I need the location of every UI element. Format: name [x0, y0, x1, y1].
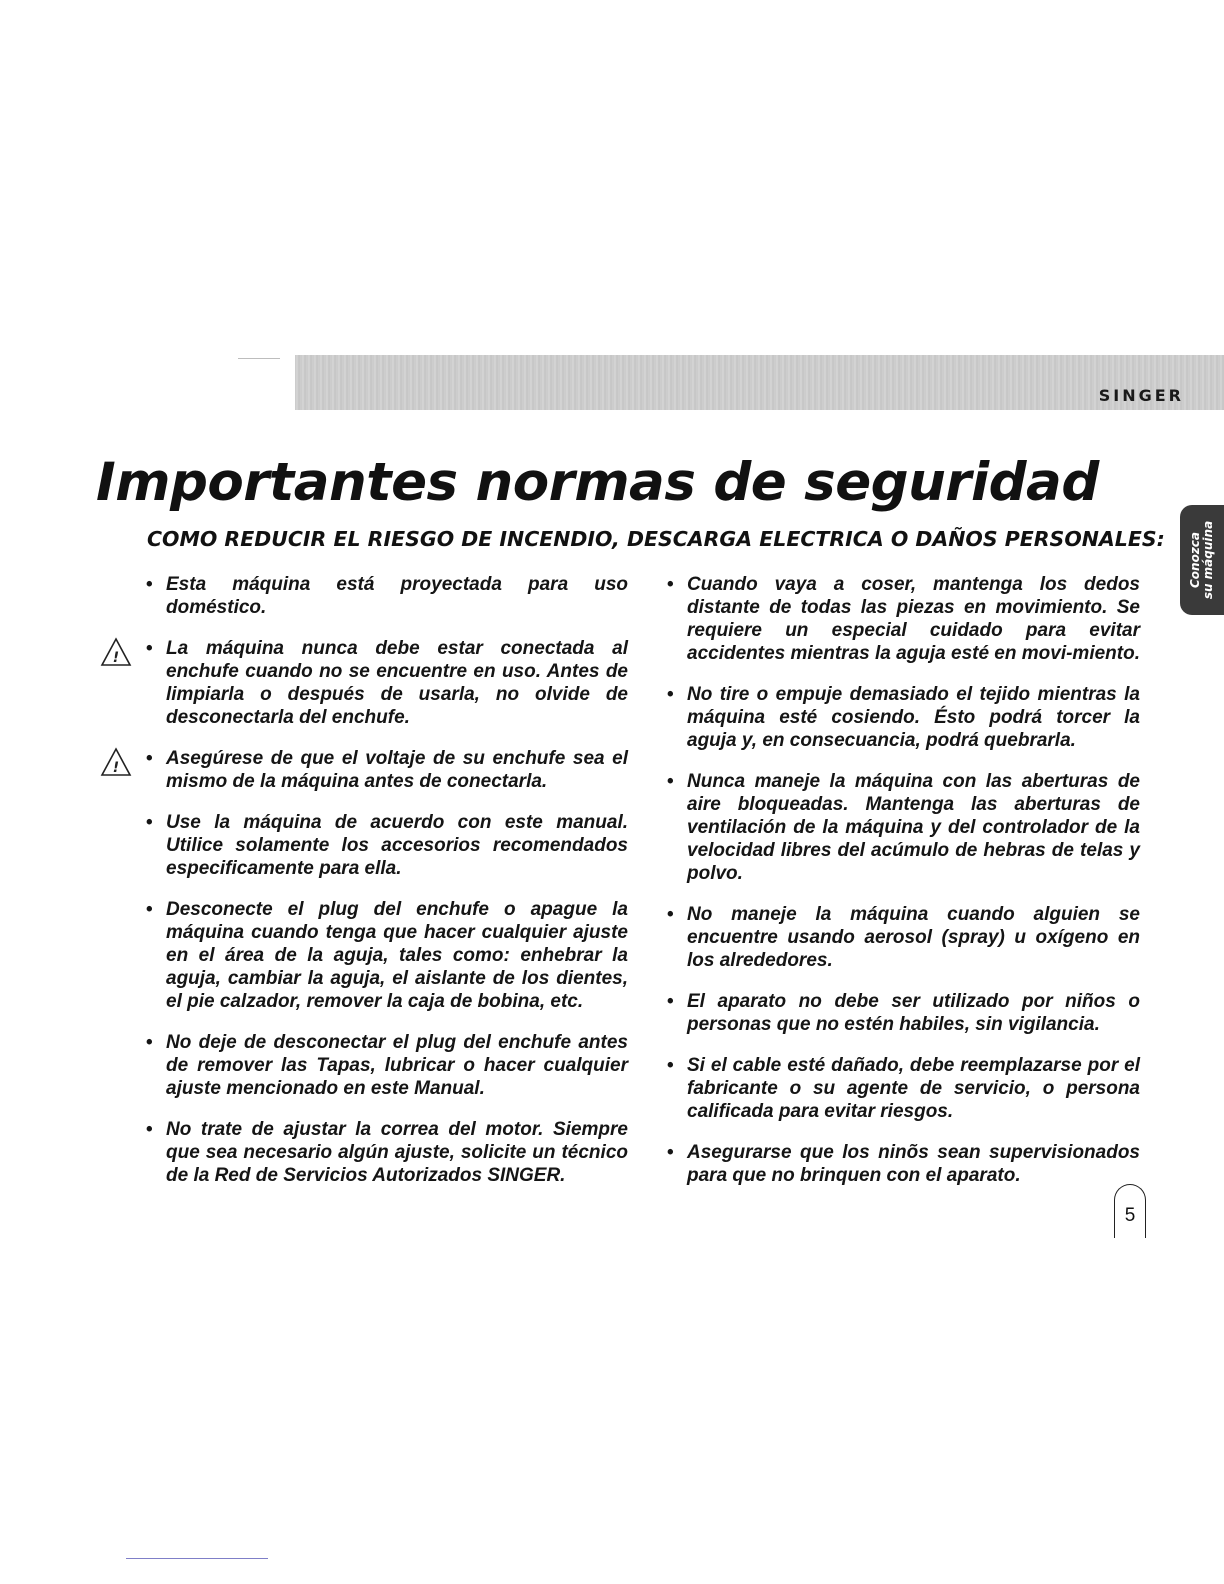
brand-logo: SINGER [1098, 386, 1184, 405]
list-item [667, 1141, 1140, 1187]
bullet-icon: • [146, 812, 153, 833]
list-item [146, 898, 628, 1013]
list-item [667, 1054, 1140, 1123]
section-tab-label [1189, 521, 1215, 599]
bullet-icon: • [667, 684, 674, 705]
right-safety-list [667, 573, 1140, 1205]
bullet-icon: • [667, 574, 674, 595]
section-tab-line2: su máquina [1201, 520, 1216, 600]
bullet-icon: • [667, 1142, 674, 1163]
header-band [295, 355, 1224, 410]
list-item-text: Esta máquina está proyectada para uso doméstico. [166, 574, 628, 618]
bullet-icon: • [146, 574, 153, 595]
list-item [146, 1031, 628, 1100]
svg-text:!: ! [112, 650, 120, 666]
bullet-icon: • [146, 638, 153, 659]
list-item-text: Cuando vaya a coser, mantenga los dedos distante de todas las piezas en movimiento. Se requiere un especial cuidado para evitar accidentes mientras la aguja esté en movi-miento. [687, 574, 1140, 664]
page-number: 5 [1114, 1184, 1146, 1238]
list-item-text: No trate de ajustar la correa del motor. Siempre que sea necesario algún ajuste, solicite un técnico de la Red de Servicios Autorizados SINGER. [166, 1119, 628, 1186]
section-tab-line1: Conozca [1188, 531, 1203, 589]
list-item [112, 747, 628, 793]
list-item [112, 637, 628, 729]
list-item-text: Nunca maneje la máquina con las aberturas de aire bloqueadas. Mantenga las aberturas de ventilación de la máquina y del controlador de la velocidad libres del acúmulo de hebras de telas y polvo. [687, 771, 1140, 884]
footer-divider [126, 1558, 268, 1559]
list-item-text: Asegurarse que los ninõs sean supervisionados para que no brinquen con el aparato. [687, 1142, 1140, 1186]
page-subtitle: COMO REDUCIR EL RIESGO DE INCENDIO, DESCARGA ELECTRICA O DAÑOS PERSONALES: [147, 527, 1165, 551]
list-item [146, 573, 628, 619]
bullet-icon: • [146, 899, 153, 920]
bullet-icon: • [146, 1119, 153, 1140]
list-item-text: Asegúrese de que el voltaje de su enchufe sea el mismo de la máquina antes de conectarla. [166, 748, 628, 792]
list-item-text: La máquina nunca debe estar conectada al enchufe cuando no se encuentre en uso. Antes de limpiarla o después de usarla, no olvide de desconectarla del enchufe. [166, 638, 628, 728]
warning-triangle-icon [100, 637, 132, 667]
bullet-icon: • [667, 771, 674, 792]
list-item-text: Use la máquina de acuerdo con este manual. Utilice solamente los accesorios recomendados especificamente para ella. [166, 812, 628, 879]
list-item [146, 811, 628, 880]
bullet-icon: • [667, 1055, 674, 1076]
list-item [667, 903, 1140, 972]
list-item [667, 683, 1140, 752]
section-tab[interactable] [1180, 505, 1224, 615]
bullet-icon: • [146, 748, 153, 769]
warning-triangle-icon [100, 747, 132, 777]
bullet-icon: • [667, 904, 674, 925]
bullet-icon: • [667, 991, 674, 1012]
list-item [667, 573, 1140, 665]
svg-text:!: ! [112, 760, 120, 776]
list-item-text: No tire o empuje demasiado el tejido mientras la máquina esté cosiendo. Ésto podrá torcer la aguja y, en consecuancia, podrá quebrarla. [687, 684, 1140, 751]
list-item [667, 990, 1140, 1036]
list-item [667, 770, 1140, 885]
list-item-text: No maneje la máquina cuando alguien se encuentre usando aerosol (spray) u oxígeno en los alrededores. [687, 904, 1140, 971]
page-title: Importantes normas de seguridad [96, 452, 1099, 513]
header-decor-line [238, 358, 280, 359]
list-item [146, 1118, 628, 1187]
list-item-text: Si el cable esté dañado, debe reemplazarse por el fabricante o su agente de servicio, o persona calificada para evitar riesgos. [687, 1055, 1140, 1122]
list-item-text: El aparato no debe ser utilizado por niños o personas que no estén habiles, sin vigilancia. [687, 991, 1140, 1035]
bullet-icon: • [146, 1032, 153, 1053]
list-item-text: Desconecte el plug del enchufe o apague la máquina cuando tenga que hacer cualquier ajuste en el área de la aguja, tales como: enhebrar la aguja, cambiar la aguja, el aislante de los dientes, el pie calzador, remover la caja de bobina, etc. [166, 899, 628, 1012]
left-safety-list [112, 573, 628, 1205]
list-item-text: No deje de desconectar el plug del enchufe antes de remover las Tapas, lubricar o hacer cualquier ajuste mencionado en este Manual. [166, 1032, 628, 1099]
